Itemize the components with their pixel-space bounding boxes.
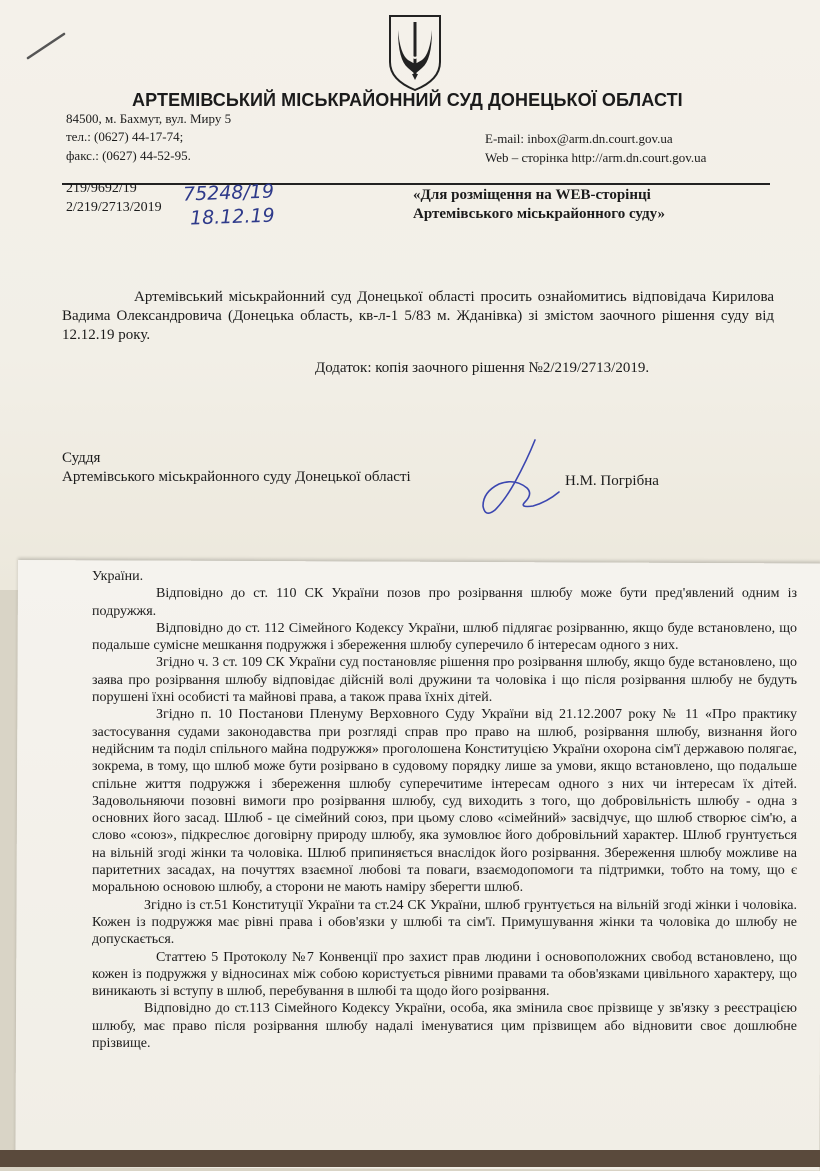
decision-excerpt (92, 568, 797, 1052)
header-divider (62, 183, 770, 185)
pen-mark-icon (26, 30, 66, 60)
handwritten-date: 18.12.19 (189, 204, 275, 230)
attachment-line: Додаток: копія заочного рішення №2/219/2713/2019. (315, 360, 650, 376)
case-number: 219/9692/19 (66, 181, 137, 196)
decision-paragraph: Відповідно до ст.113 Сімейного Кодексу України, особа, яка змінила своє прізвище у зв'язку з реєстрацією шлюбу, має право після розірвання шлюбу надалі іменуватися цим прізвищем або відновити своє дошлюбне прізвище. (92, 1001, 797, 1052)
decision-paragraph: України. (92, 569, 144, 584)
decision-paragraph: Згідно із ст.51 Конституції України та ст.24 СК України, шлюб грунтується на вільній згоді жінки і чоловіка. Кожен із подружжя має рівні права і обов'язки у шлюбі та сім'ї. Примушування жінки та чоловіка до шлюбу не допускається. (92, 897, 797, 948)
judge-name: Н.М. Погрібна (565, 473, 659, 489)
decision-paragraph: Згідно п. 10 Постанови Пленуму Верховного Суду України від 21.12.2007 року № 11 «Про практику застосування судами законодавства при розгляді справ про право на шлюб, розірвання шлюбу, визнання його недійсним та поділ спільного майна подружжя» проголошена Конституцією України охорона сім'ї державою полягає, зокрема, в тому, що шлюб може бути розірвано в судовому порядку лише за умови, якщо встановлено, що подальше спільне життя подружжя і збереження шлюбу суперечитиме інтересам одного з них чи інтересам їх дітей. Задовольняючи позовні вимоги про розірвання шлюбу, суд виходить з того, що добровільність шлюбу - одна з основних його засад. Шлюб - це сімейний союз, при цьому слово «сімейний» засвідчує, що шлюб створює сім'ю, а слово «союз», підкреслює договірну природу шлюбу, яка зумовлює його добровільний характер. Шлюб грунтується на вільній згоді жінки та чоловіка. Шлюб припиняється внаслідок його розірвання. Збереження шлюбу можливе на паритетних засадах, на почуттях взаємної любові та поваги, взаємодопомоги та підтримки, тобто на тому, що є моральною основою шлюбу, а сторони не мають наміру зберегти шлюб. (92, 707, 797, 896)
signature-title: Суддя (62, 450, 101, 466)
letter-paragraph: Артемівський міськрайонний суд Донецької області просить ознайомитись відповідача Кирилова Вадима Олександровича (Донецька область, кв-л-1 5/83 м. Жданівка) зі змістом заочного рішення суду від 12.12.19 року. (62, 289, 774, 343)
court-address: 84500, м. Бахмут, вул. Миру 5 (66, 111, 232, 126)
publication-note-line-2: Артемівського міськрайонного суду» (413, 206, 665, 222)
court-fax: факс.: (0627) 44-52-95. (66, 148, 191, 163)
proceeding-number: 2/219/2713/2019 (66, 200, 162, 215)
decision-paragraph: Відповідно до ст. 110 СК України позов про розірвання шлюбу може бути пред'явлений одним із подружжя. (92, 586, 797, 619)
decision-paragraph: Відповідно до ст. 112 Сімейного Кодексу України, шлюб підлягає розірванню, якщо буде встановлено, що подальше сумісне мешкання подружжя і збереження шлюбу суперечило б інтересам одного з них. (92, 620, 797, 654)
court-phone: тел.: (0627) 44-17-74; (66, 129, 184, 144)
signature-court: Артемівського міськрайонного суду Донецької області (62, 469, 411, 485)
coat-of-arms-icon (386, 12, 444, 92)
publication-note-line-1: «Для розміщення на WEB-сторінці (413, 187, 651, 203)
court-name-heading: АРТЕМІВСЬКИЙ МІСЬКРАЙОННИЙ СУД ДОНЕЦЬКОЇ ОБЛАСТІ (132, 90, 683, 110)
court-website: Web – сторінка http://arm.dn.court.gov.ua (485, 150, 707, 165)
decision-paragraph: Згідно ч. 3 ст. 109 СК України суд постановляє рішення про розірвання шлюбу, якщо буде встановлено, що заява про розірвання шлюбу відповідає дійсній волі дружини та чоловіка і що після розірвання шлюбу не будуть порушені їхні особисті та майнові права, а також права їхніх дітей. (92, 655, 797, 706)
court-email: E-mail: inbox@arm.dn.court.gov.ua (485, 131, 673, 146)
decision-paragraph: Статтею 5 Протоколу №7 Конвенції про захист прав людини і основоположних свобод встановлено, що кожен із подружжя у відносинах між собою користується рівними правами та обов'язками цивільного характеру, що виникають зі вступу в шлюб, перебування в шлюбі та щодо його розірвання. (92, 949, 797, 1000)
handwritten-registration-number: 75248/19 (182, 180, 275, 206)
scan-edge (0, 1150, 820, 1167)
signature-icon (475, 432, 565, 522)
